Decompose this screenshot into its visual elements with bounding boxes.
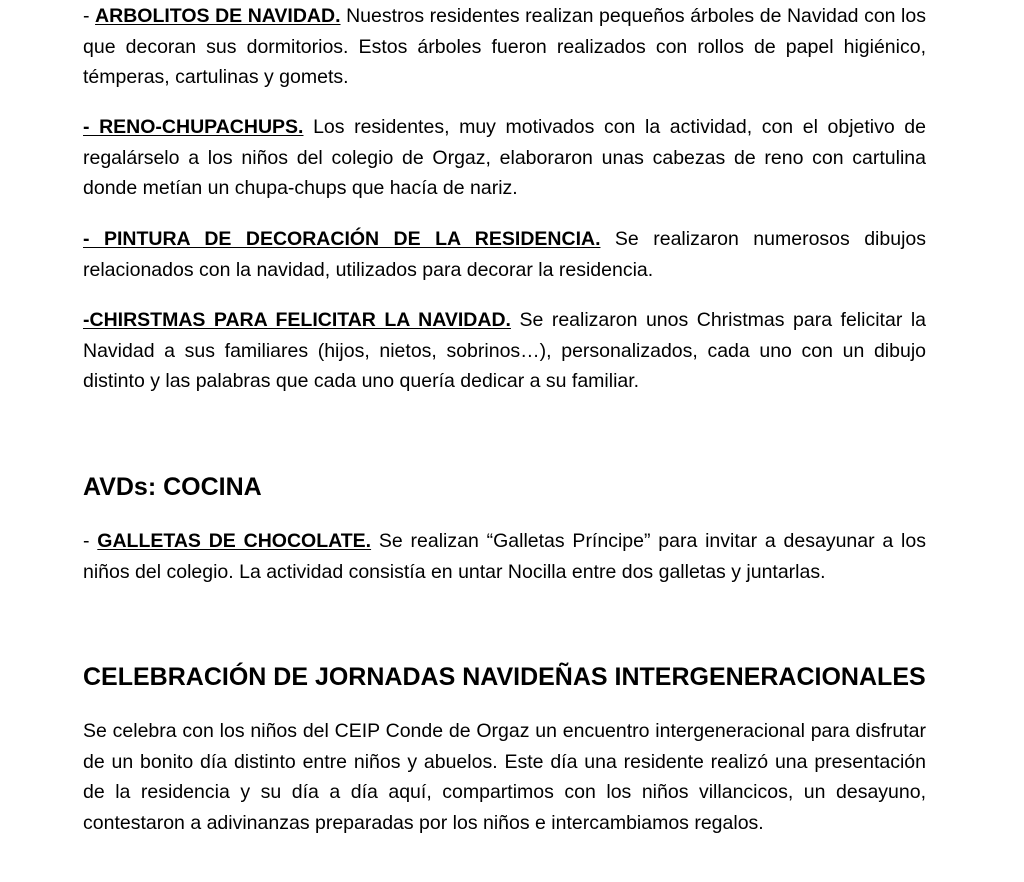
activity-paragraph-arbolitos [83,1,926,93]
section-heading-cocina: AVDs: COCINA [83,473,262,501]
activity-text: Nuestros residentes realizan pequeños árboles de Navidad con los que decoran sus dormitorios. Estos árboles fueron realizados con rollos de papel higiénico, témperas, cartulinas y gomets. [83,5,926,89]
activity-text: Se realizaron unos Christmas para felicitar la Navidad a sus familiares (hijos, nietos, sobrinos…), personalizados, cada uno con un dibujo distinto y las palabras que cada uno quería dedicar a su familiar. [83,309,926,393]
activity-title: - RENO-CHUPACHUPS. [83,116,304,138]
jornadas-paragraph: Se celebra con los niños del CEIP Conde de Orgaz un encuentro intergeneracional para disfrutar de un bonito día distinto entre niños y abuelos. Este día una residente realizó una presentación de la residencia y su día a día aquí, compartimos con los niños villancicos, un desayuno, contestaron a adivinanzas preparadas por los niños e intercambiamos regalos. [83,720,926,835]
activity-title: GALLETAS DE CHOCOLATE. [97,530,372,552]
activity-paragraph-galletas [83,526,926,587]
activity-prefix: - [83,5,96,27]
activity-text: Se realizan “Galletas Príncipe” para invitar a desayunar a los niños del colegio. La actividad consistía en untar Nocilla entre dos galletas y juntarlas. [83,530,926,583]
activity-paragraph-reno [83,112,926,204]
activity-paragraph-christmas [83,305,926,397]
activity-text: Los residentes, muy motivados con la actividad, con el objetivo de regalárselo a los niños del colegio de Orgaz, elaboraron unas cabezas de reno con cartulina donde metían un chupa-chups que hacía de nariz. [83,116,926,200]
section-heading-jornadas: CELEBRACIÓN DE JORNADAS NAVIDEÑAS INTERGENERACIONALES [83,663,926,691]
activity-title: ARBOLITOS DE NAVIDAD. [95,5,341,27]
activity-title: -CHIRSTMAS PARA FELICITAR LA NAVIDAD. [83,309,511,331]
activity-text: Se realizaron numerosos dibujos relacionados con la navidad, utilizados para decorar la residencia. [83,228,926,281]
activity-paragraph-pintura [83,224,926,285]
activity-title: - PINTURA DE DECORACIÓN DE LA RESIDENCIA. [83,228,601,250]
activity-prefix: - [83,530,98,552]
